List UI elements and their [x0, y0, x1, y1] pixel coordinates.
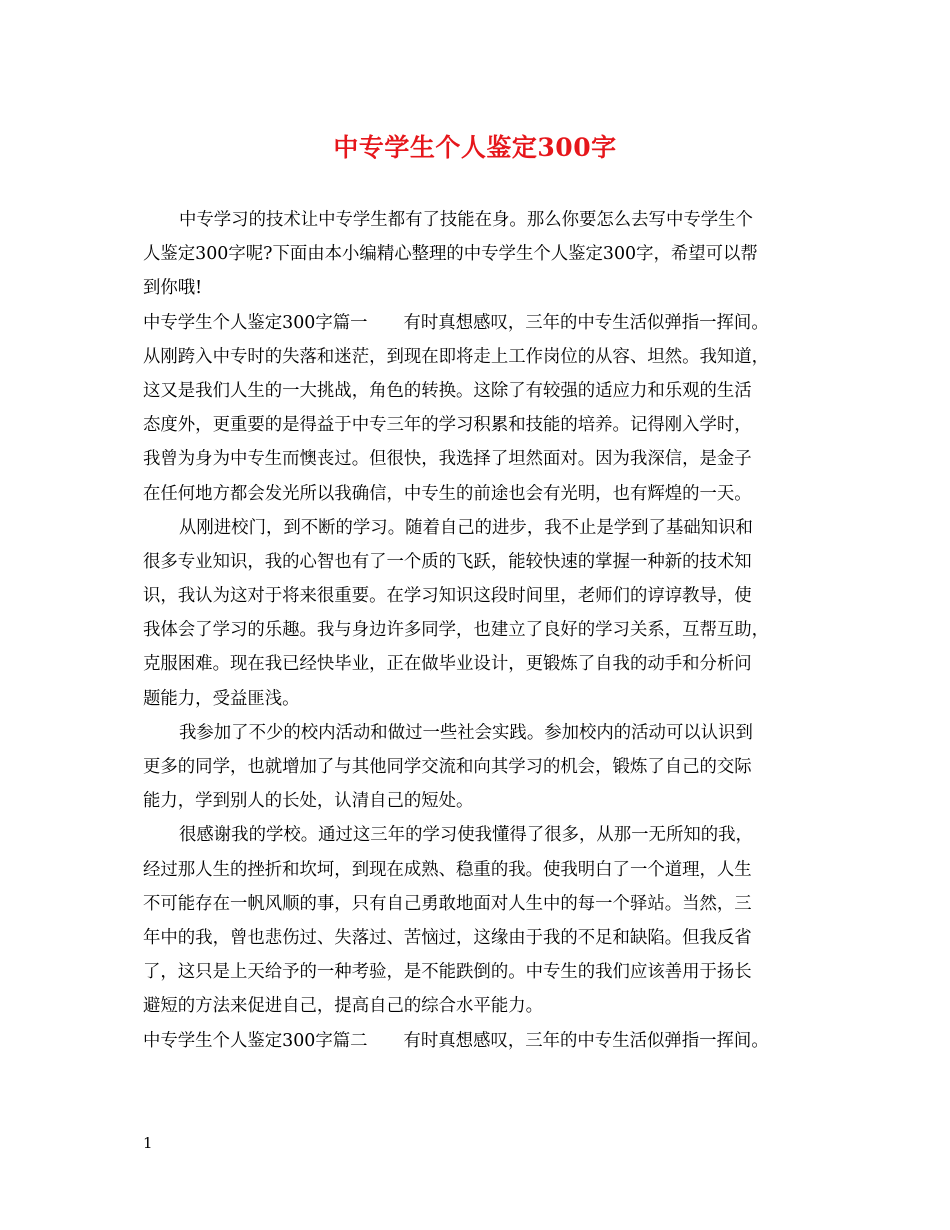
paragraph-line: 了，这只是上天给予的一种考验，是不能跌倒的。中专生的我们应该善用于扬长 [143, 962, 752, 983]
paragraph-line: 很感谢我的学校。通过这三年的学习使我懂得了很多，从那一无所知的我， [179, 825, 753, 846]
section-heading-line [143, 306, 823, 340]
paragraph-line: 识，我认为这对于将来很重要。在学习知识这段时间里，老师们的谆谆教导，使 [143, 586, 752, 607]
paragraph-line: 到你哦! [143, 278, 203, 299]
paragraph-line: 这又是我们人生的一大挑战，角色的转换。这除了有较强的适应力和乐观的生活 [143, 380, 752, 401]
paragraph-line: 从刚跨入中专时的失落和迷茫，到现在即将走上工作岗位的从容、坦然。我知道， [143, 346, 770, 367]
paragraph-line: 经过那人生的挫折和坎坷，到现在成熟、稳重的我。使我明白了一个道理，人生 [143, 859, 752, 880]
paragraph-line: 避短的方法来促进自己，提高自己的综合水平能力。 [143, 996, 543, 1017]
paragraph-line: 更多的同学，也就增加了与其他同学交流和向其学习的机会，锻炼了自己的交际 [143, 757, 752, 777]
paragraph-text: 有时真想感叹，三年的中专生活似弹指一挥间。 [403, 1030, 769, 1051]
paragraph-line: 我体会了学习的乐趣。我与身边许多同学，也建立了良好的学习关系，互帮互助， [143, 620, 770, 641]
heading-gap [368, 306, 404, 340]
document-body [143, 203, 823, 1058]
paragraph-line: 题能力，受益匪浅。 [143, 688, 300, 709]
paragraph-line: 很多专业知识，我的心智也有了一个质的飞跃，能较快速的掌握一种新的技术知 [143, 551, 752, 572]
paragraph-line: 态度外，更重要的是得益于中专三年的学习积累和技能的培养。记得刚入学时， [143, 415, 752, 436]
section-heading: 中专学生个人鉴定300字篇二 [143, 1030, 368, 1051]
paragraph-line: 能力，学到别人的长处，认清自己的短处。 [143, 791, 474, 812]
paragraph-line: 从刚进校门，到不断的学习。随着自己的进步，我不止是学到了基础知识和 [179, 517, 753, 538]
paragraph-line: 人鉴定300字呢?下面由本小编精心整理的中专学生个人鉴定300字，希望可以帮 [143, 244, 758, 265]
paragraph-text: 有时真想感叹，三年的中专生活似弹指一挥间。 [403, 312, 769, 333]
heading-gap [368, 1024, 404, 1058]
paragraph-line: 中专学习的技术让中专学生都有了技能在身。那么你要怎么去写中专学生个 [179, 210, 753, 230]
document-title: 中专学生个人鉴定300字 [333, 133, 617, 162]
page-number: 1 [143, 1134, 153, 1152]
paragraph-line: 克服困难。现在我已经快毕业，正在做毕业设计，更锻炼了自我的动手和分析问 [143, 654, 752, 675]
paragraph-line: 在任何地方都会发光所以我确信，中专生的前途也会有光明，也有辉煌的一天。 [143, 483, 752, 504]
section-heading-line [143, 1024, 823, 1058]
paragraph-line: 我曾为身为中专生而懊丧过。但很快，我选择了坦然面对。因为我深信，是金子 [143, 449, 752, 470]
paragraph-line: 不可能存在一帆风顺的事，只有自己勇敢地面对人生中的每一个驿站。当然，三 [143, 893, 752, 914]
paragraph-line: 我参加了不少的校内活动和做过一些社会实践。参加校内的活动可以认识到 [179, 722, 753, 743]
paragraph-line: 年中的我，曾也悲伤过、失落过、苦恼过，这缘由于我的不足和缺陷。但我反省 [143, 927, 752, 948]
section-heading: 中专学生个人鉴定300字篇一 [143, 312, 368, 333]
